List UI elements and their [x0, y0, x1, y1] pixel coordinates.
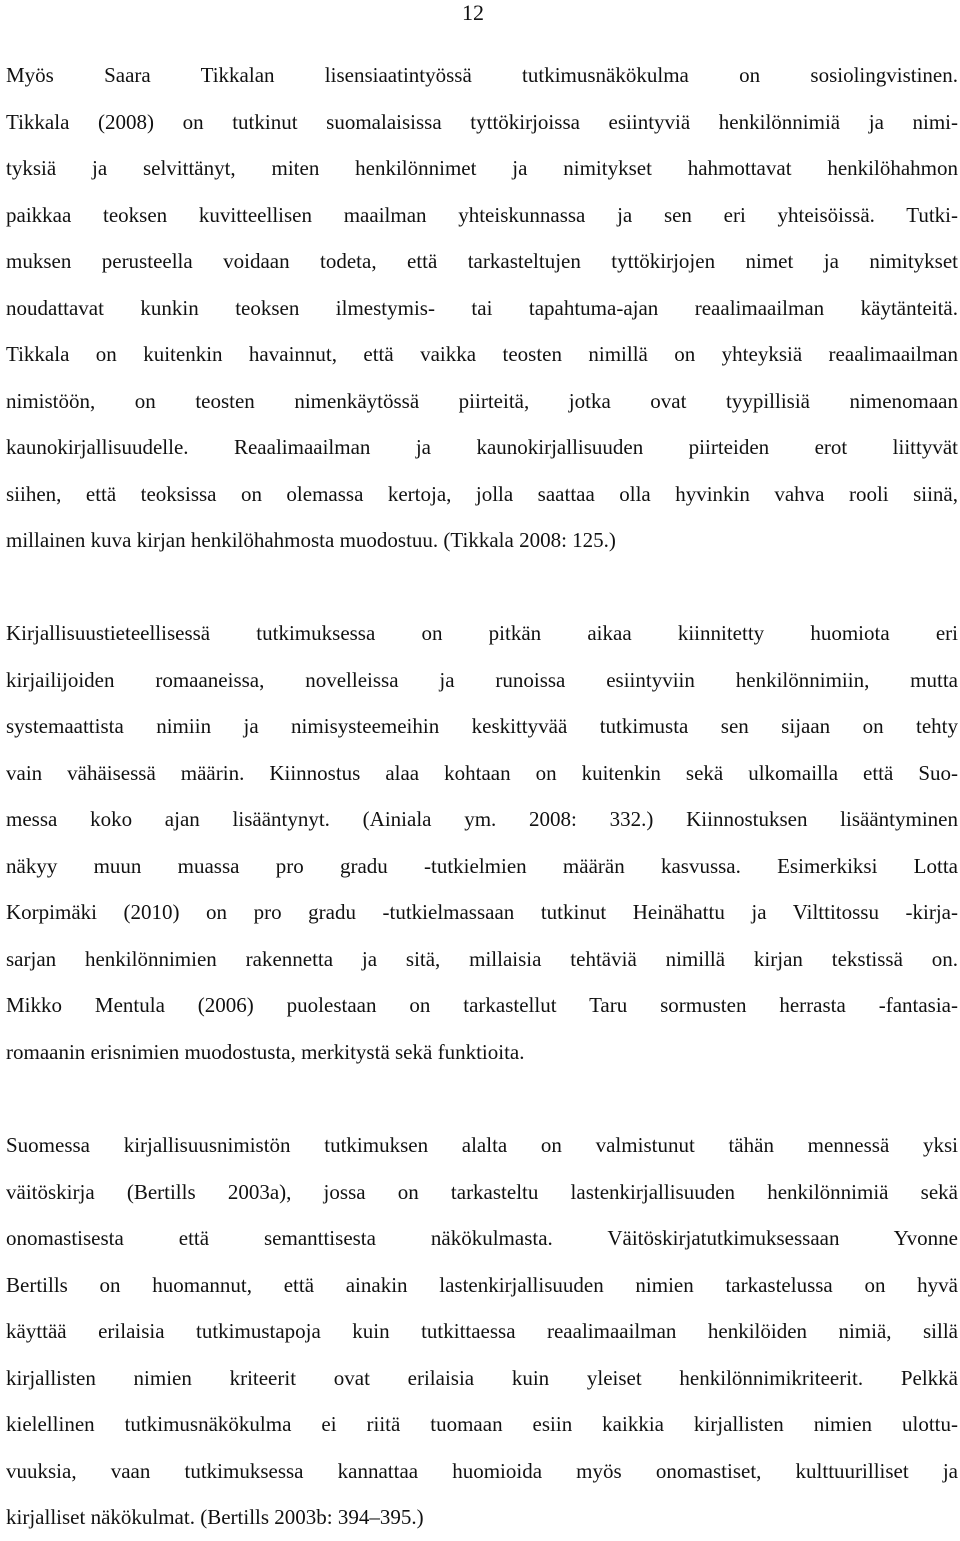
text-line: millainen kuva kirjan henkilöhahmosta muodostuu. (Tikkala 2008: 125.): [6, 528, 616, 552]
text-line: Tikkala (2008) on tutkinut suomalaisissa tyttökirjoissa esiintyviä henkilönnimiä ja nimi-: [6, 109, 958, 134]
paragraph-1: [6, 52, 958, 564]
text-line: väitöskirja (Bertills 2003a), jossa on tarkasteltu lastenkirjallisuuden henkilönnimiä sekä: [6, 1179, 958, 1204]
text-line: Mikko Mentula (2006) puolestaan on tarkastellut Taru sormusten herrasta -fantasia-: [6, 993, 958, 1017]
text-line: tyksiä ja selvittänyt, miten henkilönnimet ja nimitykset hahmottavat henkilöhahmon: [6, 156, 958, 180]
text-line: kirjallisten nimien kriteerit ovat erilaisia kuin yleiset henkilönnimikriteerit. Pelkkä: [6, 1365, 958, 1390]
text-line: Bertills on huomannut, että ainakin lastenkirjallisuuden nimien tarkastelussa on hyvä: [6, 1272, 958, 1297]
text-line: Kirjallisuustieteellisessä tutkimuksessa on pitkän aikaa kiinnitetty huomiota eri: [6, 621, 958, 645]
text-line: näkyy muun muassa pro gradu -tutkielmien määrän kasvussa. Esimerkiksi Lotta: [6, 853, 958, 878]
text-line: noudattavat kunkin teoksen ilmestymis- tai tapahtuma-ajan reaalimaailman käytänteitä.: [6, 295, 958, 320]
text-line: Tikkala on kuitenkin havainnut, että vaikka teosten nimillä on yhteyksiä reaalimaailman: [6, 342, 958, 366]
text-line: systemaattista nimiin ja nimisysteemeihin keskittyvää tutkimusta sen sijaan on tehty: [6, 714, 958, 738]
text-line: kirjailijoiden romaaneissa, novelleissa ja runoissa esiintyviin henkilönnimiin, mutta: [6, 667, 958, 692]
text-line: kielellinen tutkimusnäkökulma ei riitä tuomaan esiin kaikkia kirjallisten nimien ulottu-: [6, 1412, 958, 1436]
text-line: onomastisesta että semanttisesta näkökulmasta. Väitöskirjatutkimuksessaan Yvonne: [6, 1226, 958, 1250]
text-line: vain vähäisessä määrin. Kiinnostus alaa kohtaan on kuitenkin sekä ulkomailla että Suo-: [6, 760, 958, 785]
text-line: sarjan henkilönnimien rakennetta ja sitä, millaisia tehtäviä nimillä kirjan tekstissä on.: [6, 946, 958, 971]
text-line: paikkaa teoksen kuvitteellisen maailman yhteiskunnassa ja sen eri yhteisöissä. Tutki-: [6, 202, 958, 227]
text-line: Myös Saara Tikkalan lisensiaatintyössä tutkimusnäkökulma on sosiolingvistinen.: [6, 63, 958, 87]
text-line: kaunokirjallisuudelle. Reaalimaailman ja kaunokirjallisuuden piirteiden erot liittyvät: [6, 435, 958, 459]
text-line: Suomessa kirjallisuusnimistön tutkimuksen alalta on valmistunut tähän mennessä yksi: [6, 1133, 958, 1157]
text-line: messa koko ajan lisääntynyt. (Ainiala ym. 2008: 332.) Kiinnostuksen lisääntyminen: [6, 807, 958, 831]
page-number: 12: [462, 0, 484, 25]
paragraph-2: [6, 610, 958, 1075]
text-line: romaanin erisnimien muodostusta, merkitystä sekä funktioita.: [6, 1039, 525, 1064]
text-line: Korpimäki (2010) on pro gradu -tutkielmassaan tutkinut Heinähattu ja Vilttitossu -kirja-: [6, 900, 958, 924]
text-line: käyttää erilaisia tutkimustapoja kuin tutkittaessa reaalimaailman henkilöiden nimiä, sillä: [6, 1319, 958, 1343]
text-line: nimistöön, on teosten nimenkäytössä piirteitä, jotka ovat tyypillisiä nimenomaan: [6, 388, 958, 413]
text-line: vuuksia, vaan tutkimuksessa kannattaa huomioida myös onomastiset, kulttuurilliset ja: [6, 1458, 958, 1483]
text-line: kirjalliset näkökulmat. (Bertills 2003b: 394–395.): [6, 1505, 424, 1529]
text-line: muksen perusteella voidaan todeta, että tarkasteltujen tyttökirjojen nimet ja nimitykset: [6, 249, 958, 273]
paragraph-3: [6, 1122, 958, 1541]
text-line: siihen, että teoksissa on olemassa kertoja, jolla saattaa olla hyvinkin vahva rooli siinä,: [6, 481, 958, 506]
